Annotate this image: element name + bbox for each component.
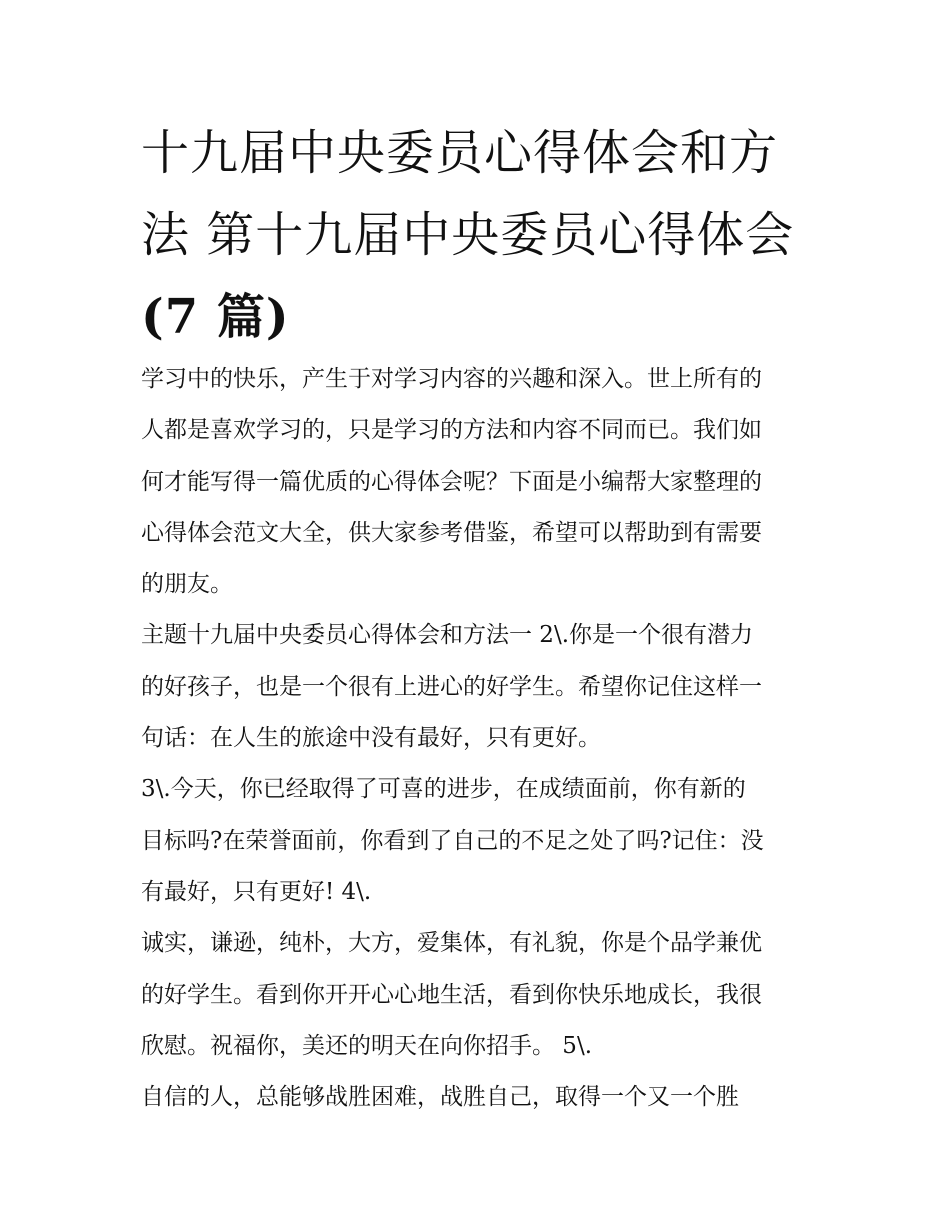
paragraph-item-3 [141, 764, 831, 918]
paragraph-item-5 [141, 1072, 831, 1123]
title-line-2: 法 第十九届中央委员心得体会 [141, 207, 795, 263]
paragraph-item-4 [141, 918, 831, 1072]
paragraph-intro [141, 354, 831, 610]
text-line: 的朋友。 [141, 571, 233, 598]
text-line: 有最好，只有更好! 4\. [141, 878, 372, 905]
title-line-3: (7 篇) [141, 289, 290, 345]
title-line-1: 十九届中央委员心得体会和方 [141, 125, 779, 181]
text-line: 学习中的快乐，产生于对学习内容的兴趣和深入。世上所有的 [141, 366, 762, 392]
text-line: 欣慰。祝福你，美还的明天在向你招手。 5\. [141, 1032, 593, 1059]
text-line: 的好学生。看到你开开心心地生活，看到你快乐地成长，我很 [141, 981, 762, 1008]
text-line: 的好孩子，也是一个很有上进心的好学生。希望你记住这样一 [141, 673, 762, 700]
text-line: 诚实，谦逊，纯朴，大方，爱集体，有礼貌，你是个品学兼优 [141, 930, 762, 957]
paragraph-theme [141, 610, 831, 764]
text-line: 主题十九届中央委员心得体会和方法一 2\.你是一个很有潜力 [141, 622, 754, 649]
text-line: 心得体会范文大全，供大家参考借鉴，希望可以帮助到有需要 [141, 519, 762, 546]
text-line: 3\.今天，你已经取得了可喜的进步，在成绩面前，你有新的 [141, 776, 746, 803]
text-line: 何才能写得一篇优质的心得体会呢？下面是小编帮大家整理的 [141, 468, 762, 495]
text-line: 人都是喜欢学习的，只是学习的方法和内容不同而已。我们如 [141, 417, 762, 444]
text-line: 目标吗?在荣誉面前，你看到了自己的不足之处了吗?记住：没 [141, 827, 764, 854]
document-body [141, 354, 831, 1123]
text-line: 句话：在人生的旅途中没有最好，只有更好。 [141, 725, 601, 752]
document-title [141, 112, 821, 358]
text-line: 自信的人，总能够战胜困难，战胜自己，取得一个又一个胜 [141, 1084, 739, 1111]
